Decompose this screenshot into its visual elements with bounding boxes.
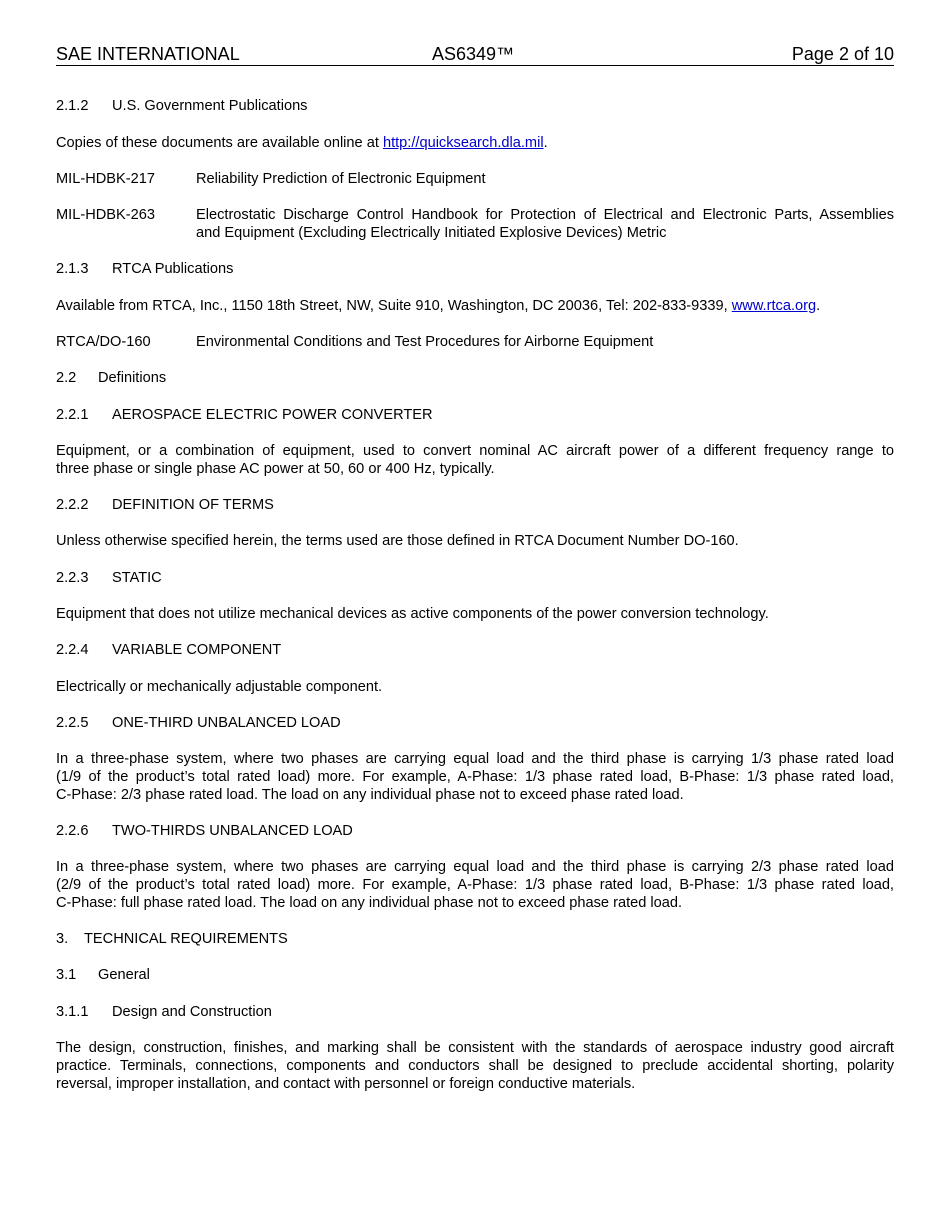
paragraph-line: reversal, improper installation, and contact with personnel or foreign conductive materials.	[56, 1076, 636, 1092]
heading-2-2-2	[56, 496, 894, 514]
heading-title: Design and Construction	[112, 1004, 272, 1020]
heading-2-2-5	[56, 714, 894, 732]
heading-number: 2.2.2	[56, 497, 89, 513]
heading-title: TECHNICAL REQUIREMENTS	[84, 931, 288, 947]
heading-title: ONE-THIRD UNBALANCED LOAD	[112, 715, 341, 731]
paragraph-text: Available from RTCA, Inc., 1150 18th Street, NW, Suite 910, Washington, DC 20036, Tel: 202-833-9339,	[56, 298, 732, 314]
paragraph-line: (2/9 of the product’s total rated load) more. For example, A-Phase: 1/3 phase rated load, B-Phase: 1/3 phase rated load,	[56, 877, 894, 893]
reference-mil-hdbk-217	[56, 170, 894, 188]
reference-title: Reliability Prediction of Electronic Equipment	[196, 171, 486, 187]
heading-number: 2.2.4	[56, 642, 89, 658]
heading-number: 2.2.3	[56, 570, 89, 586]
dla-link[interactable]: http://quicksearch.dla.mil	[382, 135, 544, 151]
heading-title: VARIABLE COMPONENT	[112, 642, 282, 658]
reference-title-line: Electrostatic Discharge Control Handbook for Protection of Electrical and Electronic Parts, Assemblies	[196, 207, 894, 223]
heading-number: 2.2	[56, 370, 77, 386]
paragraph-2-2-3: Equipment that does not utilize mechanical devices as active components of the power conversion technology.	[56, 606, 769, 622]
header-doc-number: AS6349™	[432, 44, 515, 64]
heading-title: General	[98, 967, 150, 983]
heading-2-2-1	[56, 406, 894, 424]
heading-2-2-3	[56, 569, 894, 587]
paragraph-line: In a three-phase system, where two phases are carrying equal load and the third phase is carrying 1/3 phase rated load	[56, 751, 894, 767]
heading-2-1-2	[56, 97, 894, 115]
header-org: SAE INTERNATIONAL	[56, 44, 240, 64]
paragraph-2-2-2: Unless otherwise specified herein, the terms used are those defined in RTCA Document Number DO-160.	[56, 533, 739, 549]
reference-rtca-do-160	[56, 333, 894, 351]
paragraph-line: practice. Terminals, connections, components and conductors shall be designed to preclude accidental shorting, polarity	[56, 1058, 894, 1074]
reference-title-line: and Equipment (Excluding Electrically Initiated Explosive Devices) Metric	[196, 225, 667, 241]
paragraph-line: C-Phase: full phase rated load. The load on any individual phase not to exceed phase rated load.	[56, 895, 683, 911]
paragraph-2-2-4: Electrically or mechanically adjustable component.	[56, 679, 383, 695]
paragraph-line: (1/9 of the product’s total rated load) more. For example, A-Phase: 1/3 phase rated load, B-Phase: 1/3 phase rated load,	[56, 769, 894, 785]
reference-title	[196, 206, 894, 242]
heading-number: 2.2.6	[56, 823, 89, 839]
heading-number: 3.1	[56, 967, 77, 983]
heading-title: DEFINITION OF TERMS	[112, 497, 274, 513]
paragraph-text: .	[816, 298, 821, 314]
paragraph-line: In a three-phase system, where two phases are carrying equal load and the third phase is carrying 2/3 phase rated load	[56, 859, 894, 875]
heading-2-2	[56, 369, 894, 387]
heading-2-2-6	[56, 822, 894, 840]
reference-mil-hdbk-263	[56, 206, 894, 242]
heading-2-1-3	[56, 260, 894, 278]
heading-number: 3.	[56, 931, 69, 947]
paragraph-2-1-3	[56, 297, 894, 315]
heading-3	[56, 930, 894, 948]
heading-number: 2.2.5	[56, 715, 89, 731]
heading-title: TWO-THIRDS UNBALANCED LOAD	[112, 823, 353, 839]
paragraph-2-2-5	[56, 750, 894, 804]
page-header	[56, 43, 894, 66]
paragraph-line: Equipment, or a combination of equipment, used to convert nominal AC aircraft power of a different frequency range to	[56, 443, 894, 459]
heading-3-1-1	[56, 1003, 894, 1021]
paragraph-2-2-1	[56, 442, 894, 478]
paragraph-text: .	[543, 135, 548, 151]
paragraph-2-2-6	[56, 858, 894, 912]
reference-title: Environmental Conditions and Test Procedures for Airborne Equipment	[196, 334, 654, 350]
reference-code: MIL-HDBK-263	[56, 207, 155, 223]
paragraph-2-1-2	[56, 134, 894, 152]
heading-title: RTCA Publications	[112, 261, 234, 277]
paragraph-3-1-1	[56, 1039, 894, 1093]
paragraph-line: C-Phase: 2/3 phase rated load. The load on any individual phase not to exceed phase rated load.	[56, 787, 684, 803]
reference-code: RTCA/DO-160	[56, 334, 151, 350]
heading-number: 2.2.1	[56, 407, 89, 423]
rtca-link[interactable]: www.rtca.org	[731, 298, 817, 314]
heading-number: 3.1.1	[56, 1004, 89, 1020]
heading-title: Definitions	[98, 370, 167, 386]
heading-number: 2.1.3	[56, 261, 89, 277]
paragraph-line: three phase or single phase AC power at 50, 60 or 400 Hz, typically.	[56, 461, 495, 477]
heading-3-1	[56, 966, 894, 984]
heading-title: U.S. Government Publications	[112, 98, 308, 114]
heading-title: AEROSPACE ELECTRIC POWER CONVERTER	[112, 407, 433, 423]
paragraph-line: The design, construction, finishes, and marking shall be consistent with the standards of aerospace industry good aircraft	[56, 1040, 894, 1056]
header-page-number: Page 2 of 10	[791, 44, 894, 64]
heading-title: STATIC	[112, 570, 162, 586]
heading-2-2-4	[56, 641, 894, 659]
paragraph-text: Copies of these documents are available online at	[56, 135, 383, 151]
reference-code: MIL-HDBK-217	[56, 171, 155, 187]
heading-number: 2.1.2	[56, 98, 89, 114]
